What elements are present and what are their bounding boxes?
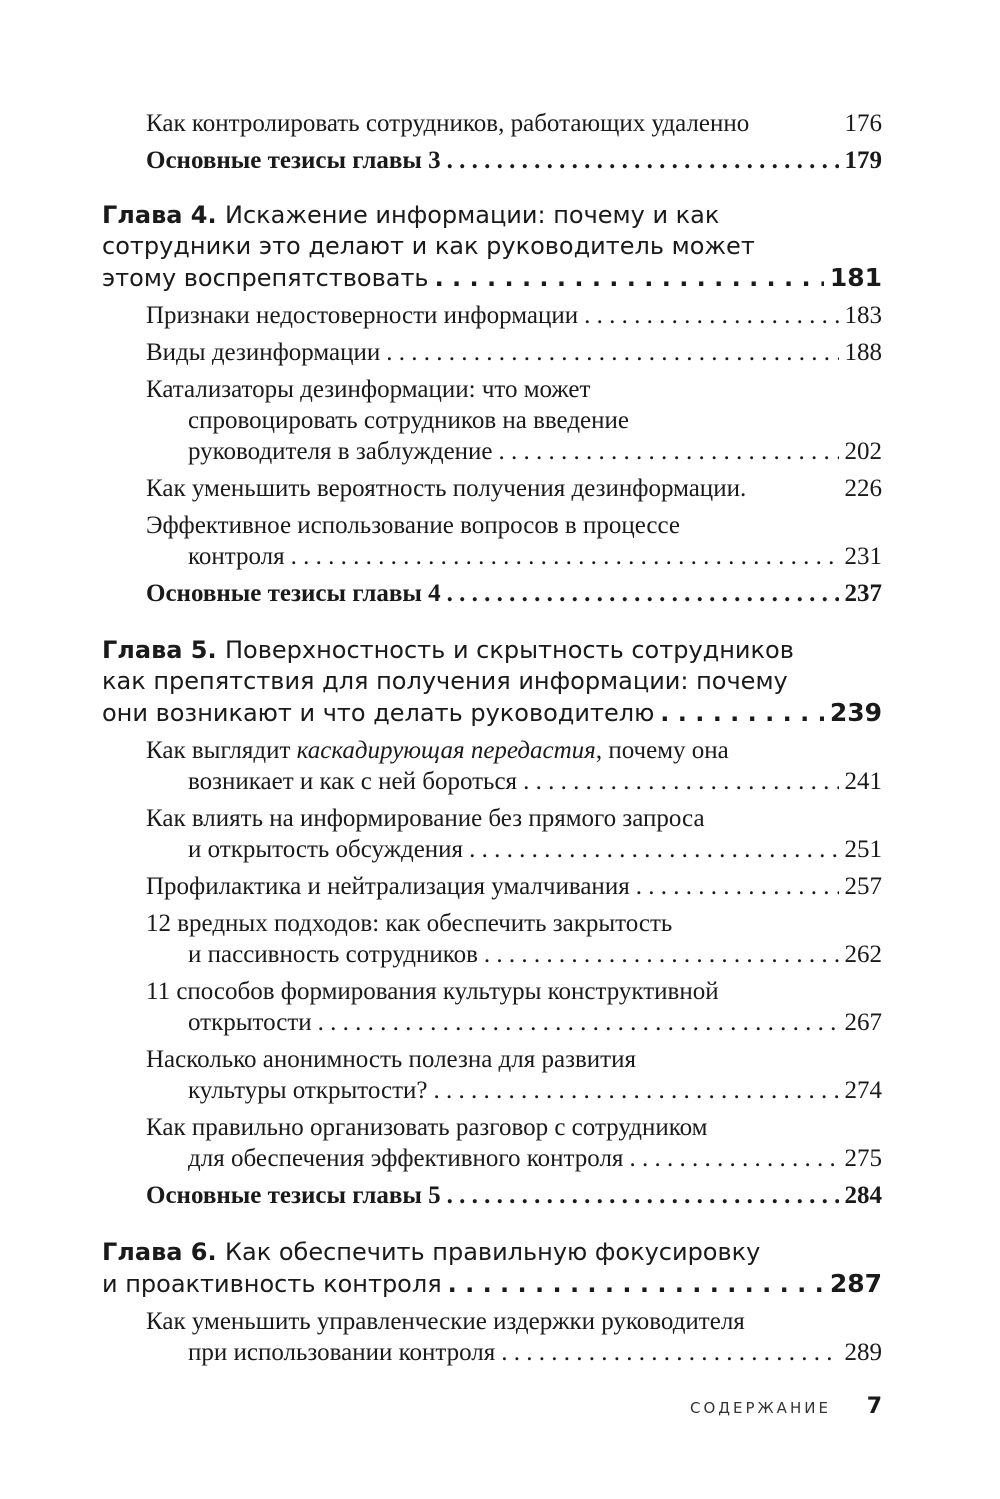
dot-leader [660, 698, 824, 729]
toc-entry-title: Как уменьшить управленческие издержки руководителя [146, 1308, 745, 1335]
dot-leader [584, 300, 838, 331]
toc-entry[interactable] [102, 871, 882, 902]
toc-entry-page: 251 [844, 836, 882, 863]
toc-entry-title-cont: возникает и как с ней бороться [188, 768, 518, 795]
chapter-title-line: Поверхностность и скрытность сотрудников [224, 636, 794, 664]
toc-entry-title: Как контролировать сотрудников, работающих удаленно [146, 110, 750, 137]
page-number: 7 [866, 1394, 882, 1419]
toc-entry-page: 262 [844, 941, 882, 968]
dot-leader [523, 766, 838, 797]
toc-entry[interactable] [102, 976, 882, 1038]
dot-leader [386, 337, 838, 368]
chapter-title-line: как препятствия для получения информации: почему [102, 667, 788, 695]
chapter-label: Глава 4. [102, 201, 217, 229]
toc-entry-title: Основные тезисы главы 3 [146, 147, 441, 174]
toc-entry-page: 289 [844, 1339, 882, 1366]
toc-entry[interactable] [102, 908, 882, 970]
toc-entry-title: 12 вредных подходов: как обеспечить закрытость [146, 910, 673, 937]
toc-entry-page: 274 [844, 1077, 882, 1104]
toc-entry-page: 202 [844, 438, 882, 465]
toc-entry[interactable] [102, 1306, 882, 1368]
dot-leader [629, 1143, 838, 1174]
toc-entry-title-cont: и открытость обсуждения [188, 836, 464, 863]
chapter-title-line: сотрудники это делают и как руководитель может [102, 232, 755, 260]
toc-entry-title: Основные тезисы главы 4 [146, 580, 441, 607]
toc-entry-title: Основные тезисы главы 5 [146, 1182, 441, 1209]
toc-entry-page: 226 [844, 475, 882, 502]
toc-entry-page: 183 [844, 302, 882, 329]
toc-entry-title: Как влиять на информирование без прямого запроса [146, 805, 705, 832]
toc-entry-title: 11 способов формирования культуры конструктивной [146, 978, 719, 1005]
toc-chapter-4[interactable] [102, 200, 882, 294]
toc-entry-title-cont: культуры открытости? [188, 1077, 428, 1104]
dot-leader [447, 145, 839, 176]
toc-entry-page: 179 [844, 147, 882, 174]
page-footer [690, 1394, 882, 1419]
toc-entry-title-cont: и пассивность сотрудников [188, 941, 478, 968]
dot-leader [318, 1007, 839, 1038]
toc-entry[interactable] [102, 108, 882, 139]
toc-entry[interactable] [102, 300, 882, 331]
toc-entry-page: 267 [844, 1009, 882, 1036]
toc-entry-title-cont: при использовании контроля [188, 1339, 496, 1366]
toc-entry[interactable] [102, 145, 882, 176]
title-text: Как выглядит [146, 737, 297, 764]
toc-entry[interactable] [102, 510, 882, 572]
toc-entry[interactable] [102, 1044, 882, 1106]
chapter-page: 287 [829, 1269, 882, 1298]
toc-entry[interactable] [102, 1112, 882, 1174]
toc-entry-page: 237 [844, 580, 882, 607]
toc-entry[interactable] [102, 337, 882, 368]
dot-leader [291, 541, 839, 572]
chapter-label: Глава 5. [102, 636, 217, 664]
toc-entry-page: 241 [844, 768, 882, 795]
toc-entry-page: 176 [844, 110, 882, 137]
toc-entry-title: Признаки недостоверности информации [146, 302, 579, 329]
toc-entry[interactable] [102, 374, 882, 467]
dot-leader [447, 1180, 839, 1211]
toc-chapter-5[interactable] [102, 635, 882, 729]
toc-entry-title: Как уменьшить вероятность получения дезинформации. [146, 475, 747, 502]
dot-leader [499, 436, 839, 467]
chapter-title-line: этому воспрепятствовать [102, 264, 429, 292]
toc-entry[interactable] [102, 578, 882, 609]
chapter-title-line: они возникают и что делать руководителю [102, 699, 655, 727]
chapter-page: 181 [829, 263, 882, 292]
toc-entry[interactable] [102, 473, 882, 504]
chapter-page: 239 [829, 698, 882, 727]
chapter-title-line: Искажение информации: почему и как [224, 201, 720, 229]
title-text: , почему она [595, 737, 729, 764]
toc-entry-title: Эффективное использование вопросов в процессе [146, 512, 681, 539]
chapter-title-line: Как обеспечить правильную фокусировку [224, 1238, 761, 1266]
toc-entry-page: 188 [844, 339, 882, 366]
dot-leader [636, 871, 839, 902]
toc-entry-title-cont: для обеспечения эффективного контроля [188, 1145, 624, 1172]
toc-entry-page: 231 [844, 543, 882, 570]
toc-entry-title-cont: спровоцировать сотрудников на введение [188, 407, 629, 434]
toc-entry-title-cont: контроля [188, 543, 285, 570]
toc-entry-page: 257 [844, 873, 882, 900]
toc-entry-title: Насколько анонимность полезна для развития [146, 1046, 636, 1073]
toc-entry-page: 284 [844, 1182, 882, 1209]
dot-leader [469, 834, 838, 865]
running-footer-section: СОДЕРЖАНИЕ [690, 1399, 831, 1417]
toc-entry-title [146, 735, 882, 766]
toc-entry-title: Виды дезинформации [146, 339, 381, 366]
title-italic-term: каскадирующая передастия [296, 737, 596, 764]
toc-entry[interactable] [102, 803, 882, 865]
toc-entry[interactable] [102, 1180, 882, 1211]
chapter-title-line: и проактивность контроля [102, 1270, 442, 1298]
toc-chapter-6[interactable] [102, 1237, 882, 1300]
toc-entry-title-cont: руководителя в заблуждение [188, 438, 493, 465]
dot-leader [484, 939, 839, 970]
table-of-contents [102, 108, 882, 1368]
toc-entry-title-cont: открытости [188, 1009, 312, 1036]
toc-entry-title: Профилактика и нейтрализация умалчивания [146, 873, 630, 900]
toc-entry-title: Катализаторы дезинформации: что может [146, 376, 591, 403]
dot-leader [434, 1075, 839, 1106]
dot-leader [448, 1269, 824, 1300]
toc-entry[interactable] [102, 735, 882, 797]
toc-entry-title: Как правильно организовать разговор с сотрудником [146, 1114, 708, 1141]
dot-leader [435, 263, 824, 294]
dot-leader [447, 578, 839, 609]
dot-leader [501, 1337, 838, 1368]
chapter-label: Глава 6. [102, 1238, 217, 1266]
toc-entry-page: 275 [844, 1145, 882, 1172]
